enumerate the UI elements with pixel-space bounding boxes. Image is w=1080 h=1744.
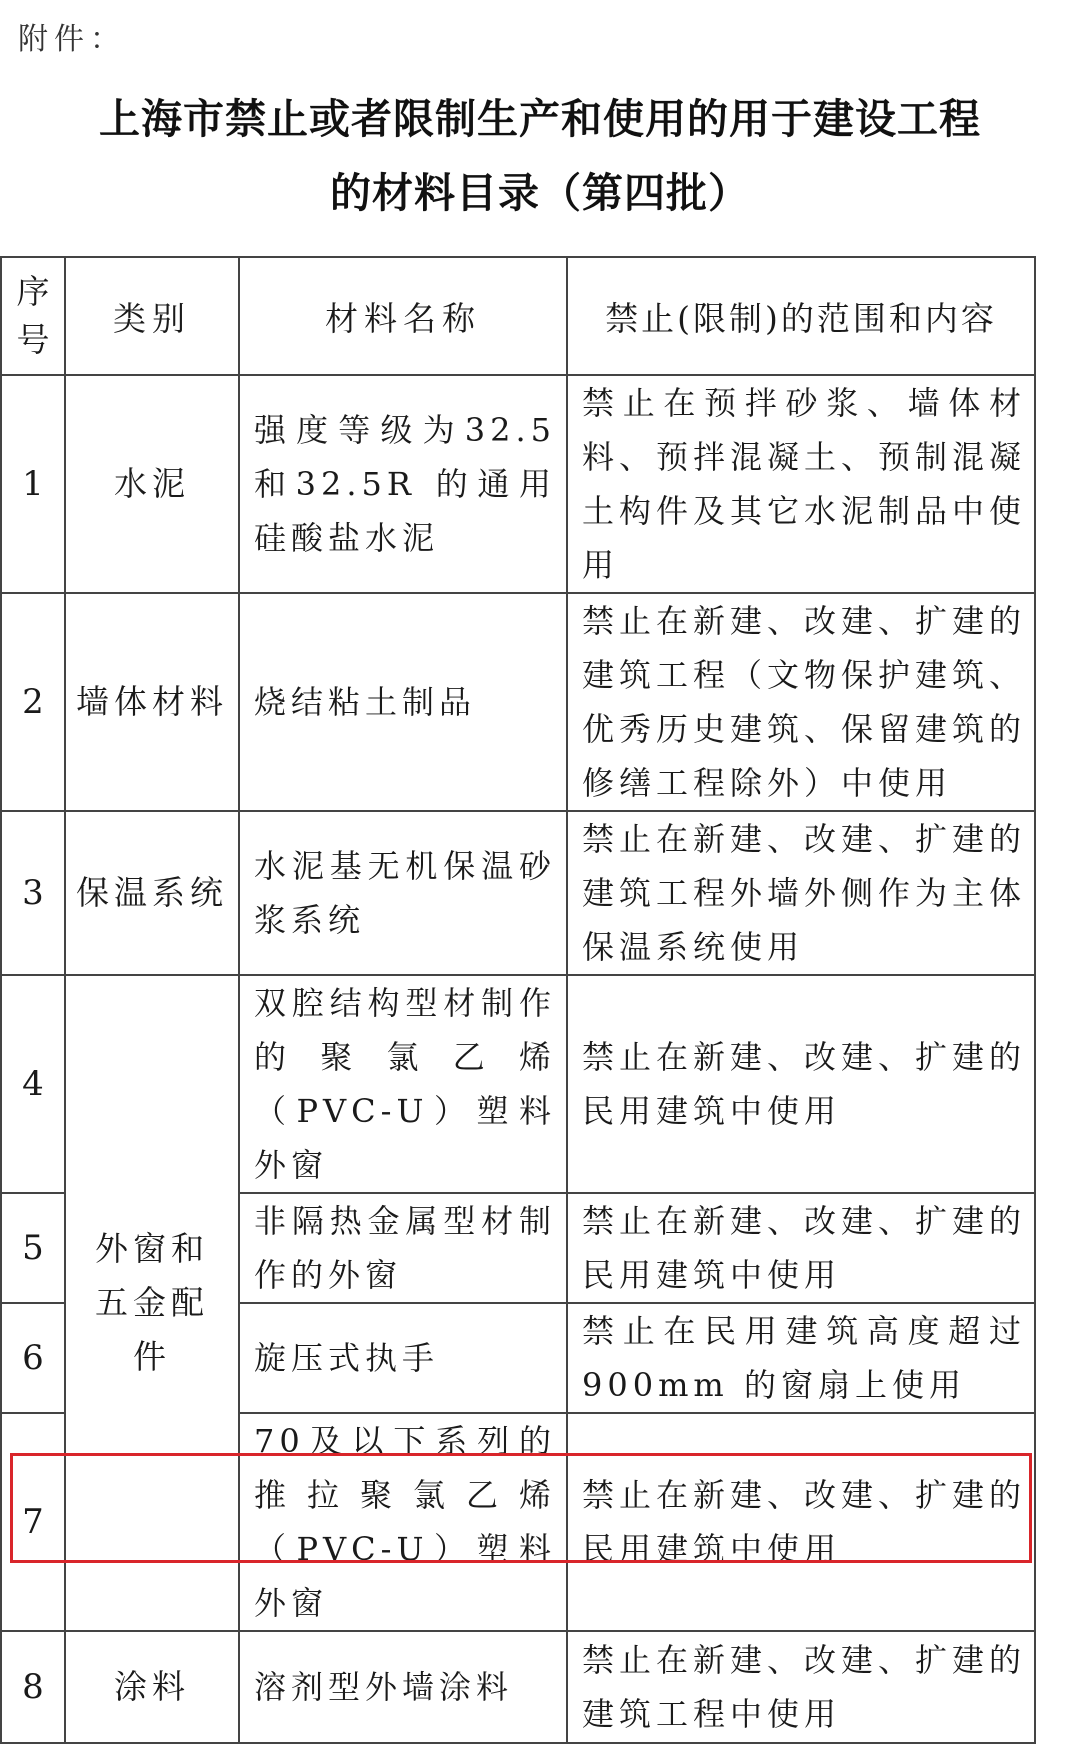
header-material: 材料名称 <box>239 257 567 375</box>
table-header-row <box>1 257 1035 375</box>
row-material: 旋压式执手 <box>239 1303 567 1413</box>
row-material: 溶剂型外墙涂料 <box>239 1631 567 1743</box>
row-range: 禁止在预拌砂浆、墙体材料、预拌混凝土、预制混凝土构件及其它水泥制品中使用 <box>567 375 1035 593</box>
document-title-line-1: 上海市禁止或者限制生产和使用的用于建设工程 <box>99 95 981 143</box>
row-material: 双腔结构型材制作的聚氯乙烯（PVC-U）塑料外窗 <box>239 975 567 1193</box>
row-range: 禁止在新建、改建、扩建的建筑工程（文物保护建筑、优秀历史建筑、保留建筑的修缮工程除外）中使用 <box>567 593 1035 811</box>
header-category: 类别 <box>65 257 239 375</box>
row-range: 禁止在民用建筑高度超过900mm 的窗扇上使用 <box>567 1303 1035 1413</box>
header-seq <box>1 257 65 375</box>
row-material: 水泥基无机保温砂浆系统 <box>239 811 567 975</box>
row-seq: 1 <box>1 375 65 593</box>
row-seq: 4 <box>1 975 65 1193</box>
table-row <box>1 975 1035 1193</box>
document-title-line-2: 的材料目录（第四批） <box>330 169 750 217</box>
row-range: 禁止在新建、改建、扩建的民用建筑中使用 <box>567 975 1035 1193</box>
row-category: 涂料 <box>65 1631 239 1743</box>
row-seq: 5 <box>1 1193 65 1303</box>
attachment-label: 附件： <box>18 22 126 57</box>
row-seq: 8 <box>1 1631 65 1743</box>
table-row <box>1 375 1035 593</box>
row-seq: 6 <box>1 1303 65 1413</box>
header-range: 禁止(限制)的范围和内容 <box>567 257 1035 375</box>
row-material: 70及以下系列的推拉聚氯乙烯（PVC-U）塑料外窗 <box>239 1413 567 1631</box>
row-category: 外窗和五金配件 <box>65 975 239 1631</box>
header-seq-label: 序号 <box>16 272 50 359</box>
row-range: 禁止在新建、改建、扩建的民用建筑中使用 <box>567 1193 1035 1303</box>
row-range: 禁止在新建、改建、扩建的建筑工程中使用 <box>567 1631 1035 1743</box>
row-range: 禁止在新建、改建、扩建的民用建筑中使用 <box>567 1413 1035 1631</box>
row-category: 保温系统 <box>65 811 239 975</box>
table-row <box>1 593 1035 811</box>
row-category: 水泥 <box>65 375 239 593</box>
row-seq: 2 <box>1 593 65 811</box>
row-material: 烧结粘土制品 <box>239 593 567 811</box>
row-seq: 7 <box>1 1413 65 1631</box>
row-range: 禁止在新建、改建、扩建的建筑工程外墙外侧作为主体保温系统使用 <box>567 811 1035 975</box>
row-material: 非隔热金属型材制作的外窗 <box>239 1193 567 1303</box>
row-category: 墙体材料 <box>65 593 239 811</box>
table-row <box>1 811 1035 975</box>
row-seq: 3 <box>1 811 65 975</box>
materials-table <box>0 256 1036 1744</box>
table-row-highlighted <box>1 1631 1035 1743</box>
row-material: 强度等级为32.5和32.5R 的通用硅酸盐水泥 <box>239 375 567 593</box>
